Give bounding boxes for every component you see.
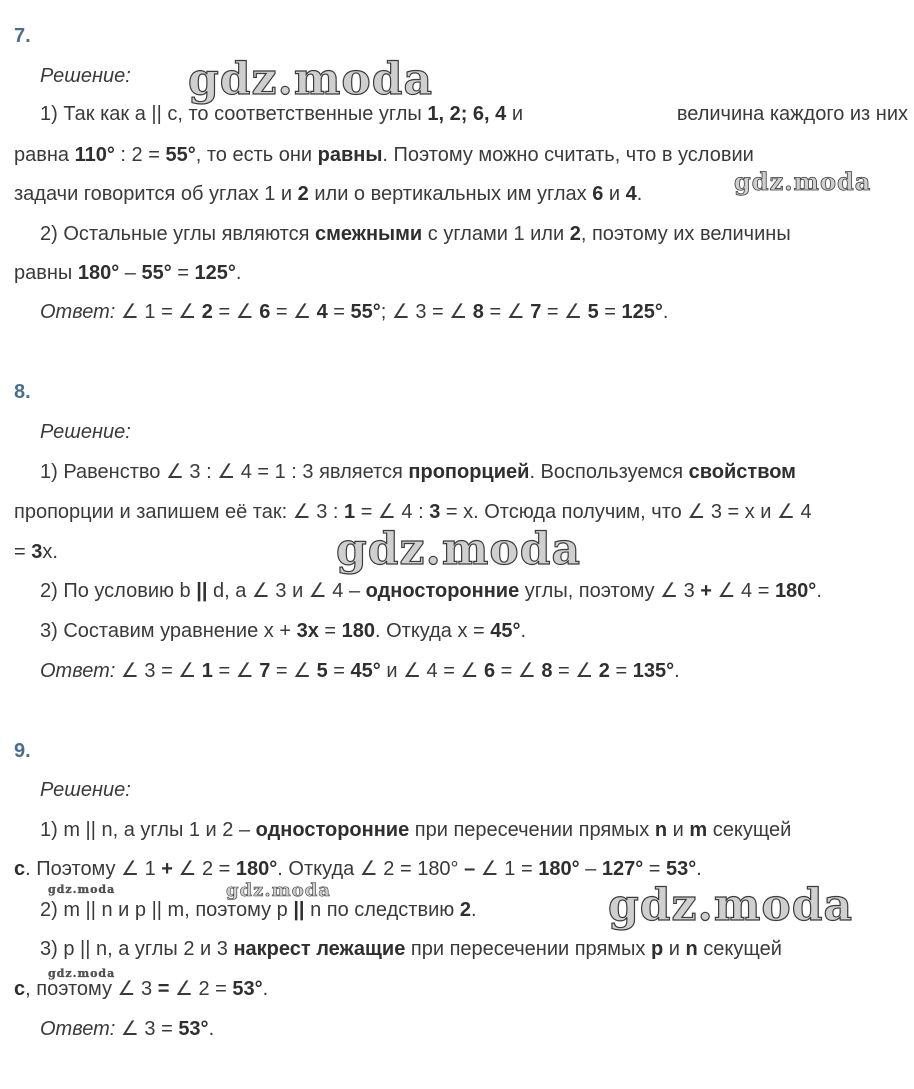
watermark-logo: gdz.moda [734,167,872,196]
problem-number: 8. [14,381,31,403]
problem-number: 9. [14,740,31,762]
solution-line: равны 180° – 55° = 125°. [14,262,242,284]
solution-line: c, поэтому ∠ 3 = ∠ 2 = 53°. [14,978,269,1000]
watermark-logo: gdz.moda [48,883,116,896]
solution-line: 3) p || n, а углы 2 и 3 накрест лежащие при пересечении прямых p и n секущей [40,938,782,960]
watermark-logo: gdz.moda [608,880,854,931]
solution-line: 1) Равенство ∠ 3 : ∠ 4 = 1 : 3 является пропорцией. Воспользуемся свойством [40,461,796,483]
solution-line: равна 110° : 2 = 55°, то есть они равны. Поэтому можно считать, что в условии [14,144,754,166]
answer-line: Ответ: ∠ 1 = ∠ 2 = ∠ 6 = ∠ 4 = 55°; ∠ 3 = ∠ 8 = ∠ 7 = ∠ 5 = 125°. [40,301,669,323]
watermark-logo: gdz.moda [188,54,434,105]
solution-line: 2) m || n и p || m, поэтому p || n по следствию 2. [40,899,477,921]
solution-label: Решение: [40,421,131,443]
solution-line: пропорции и запишем её так: ∠ 3 : 1 = ∠ 4 : 3 = x. Отсюда получим, что ∠ 3 = x и ∠ 4 [14,501,812,523]
solution-line: 2) По условию b || d, а ∠ 3 и ∠ 4 – односторонние углы, поэтому ∠ 3 + ∠ 4 = 180°. [40,580,822,602]
watermark-logo: gdz.moda [336,524,582,575]
solution-label: Решение: [40,65,131,87]
watermark-logo: gdz.moda [226,880,331,901]
solution-line: c. Поэтому ∠ 1 + ∠ 2 = 180°. Откуда ∠ 2 = 180° – ∠ 1 = 180° – 127° = 53°. [14,858,702,880]
solution-line: задачи говорится об углах 1 и 2 или о вертикальных им углах 6 и 4. [14,183,643,205]
solution-line: 1) Так как a || c, то соответственные углы 1, 2; 6, 4 и величина каждого из них [40,103,908,125]
answer-line: Ответ: ∠ 3 = 53°. [40,1018,215,1040]
answer-line: Ответ: ∠ 3 = ∠ 1 = ∠ 7 = ∠ 5 = 45° и ∠ 4 = ∠ 6 = ∠ 8 = ∠ 2 = 135°. [40,660,680,682]
solution-label: Решение: [40,779,131,801]
watermark-logo: gdz.moda [48,967,116,980]
solution-line: 1) m || n, а углы 1 и 2 – односторонние при пересечении прямых n и m секущей [40,819,792,841]
problem-number: 7. [14,25,31,47]
solution-line: 3) Составим уравнение x + 3x = 180. Откуда x = 45°. [40,620,527,642]
solution-line: = 3x. [14,541,58,563]
solution-line: 2) Остальные углы являются смежными с углами 1 или 2, поэтому их величины [40,223,791,245]
